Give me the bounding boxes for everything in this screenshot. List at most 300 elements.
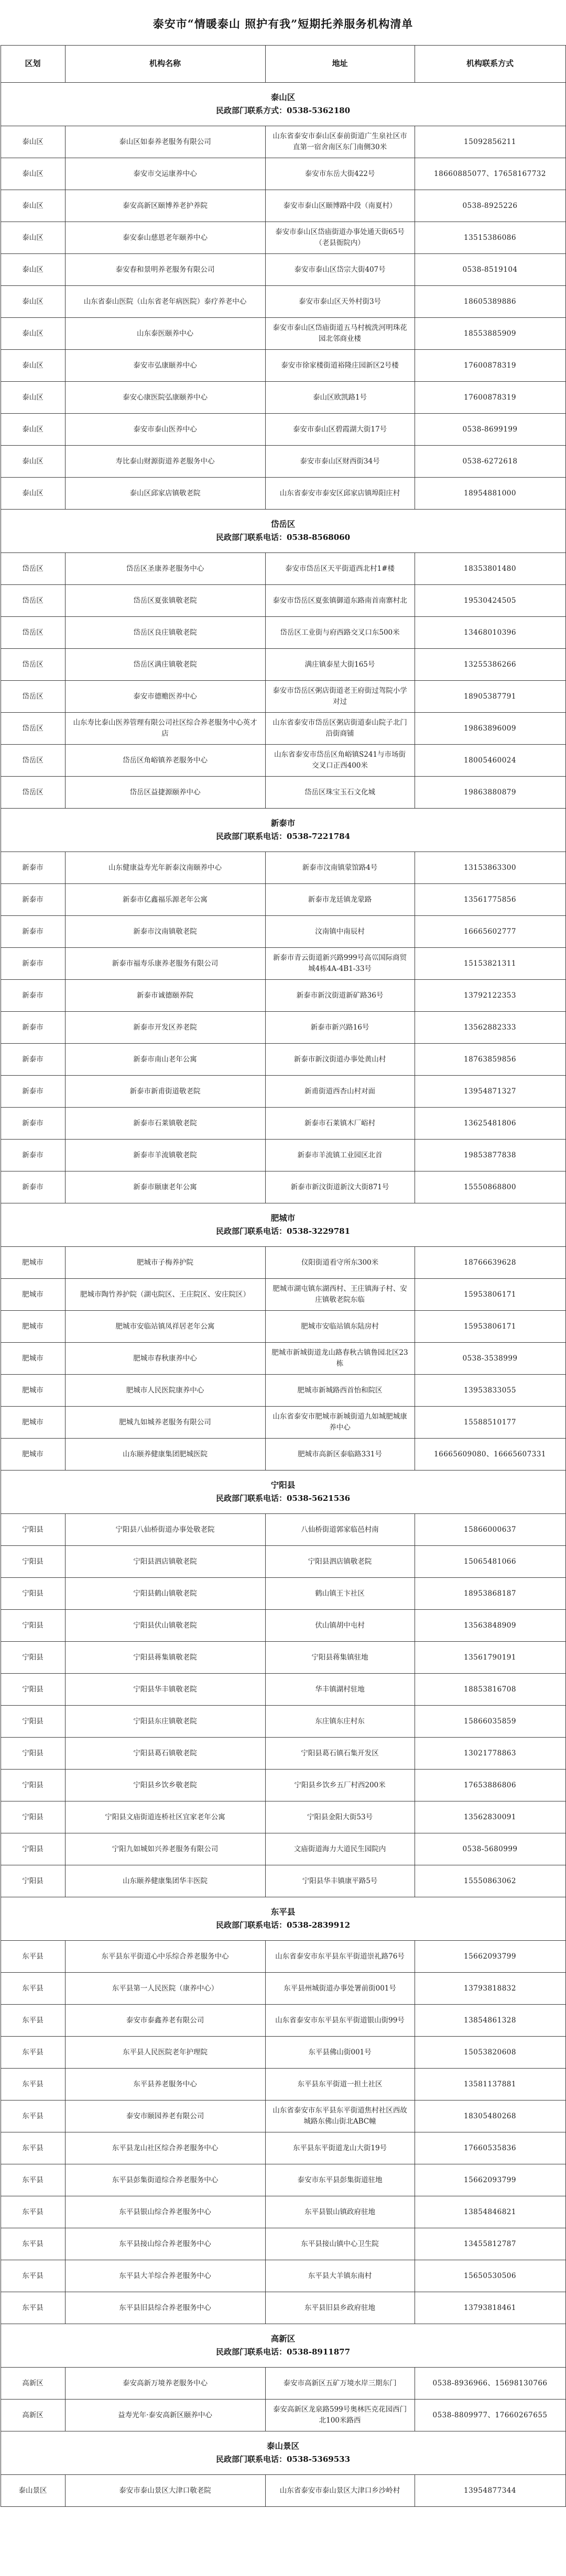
district-cell: 岱岳区 bbox=[1, 617, 65, 649]
district-cell: 宁阳县 bbox=[1, 1546, 65, 1578]
address-cell: 泰安市岱岳区粥店街道老王府街过驾院小学对过 bbox=[265, 681, 415, 713]
org-name-cell: 岱岳区圣康养老服务中心 bbox=[65, 553, 265, 585]
phone-cell: 15866000637 bbox=[415, 1514, 565, 1546]
section-header-row bbox=[1, 510, 565, 553]
phone-cell: 13854846821 bbox=[415, 2196, 565, 2228]
district-cell: 新泰市 bbox=[1, 852, 65, 884]
section-district-name: 宁阳县 bbox=[270, 1480, 296, 1490]
section-header-cell bbox=[1, 510, 565, 553]
address-cell: 肥城市新城路西首怡和院区 bbox=[265, 1375, 415, 1407]
address-cell: 东平县银山镇政府驻地 bbox=[265, 2196, 415, 2228]
address-cell: 泰山区欧凯路1号 bbox=[265, 382, 415, 414]
section-civil-affairs-contact: 民政部门联系电话：0538-7221784 bbox=[215, 832, 351, 842]
address-cell: 岱岳区工业街与府西路交叉口东500米 bbox=[265, 617, 415, 649]
district-cell: 东平县 bbox=[1, 1941, 65, 1973]
org-name-cell: 宁阳县泗店镇敬老院 bbox=[65, 1546, 265, 1578]
table-row bbox=[1, 1514, 565, 1546]
org-name-cell: 新泰市石莱镇敬老院 bbox=[65, 1108, 265, 1140]
district-cell: 肥城市 bbox=[1, 1343, 65, 1375]
table-row bbox=[1, 1171, 565, 1203]
table-row bbox=[1, 2132, 565, 2164]
address-cell: 山东省泰安市东平县东平街道银山街99号 bbox=[265, 2005, 415, 2037]
org-name-cell: 新泰市诚德颐养院 bbox=[65, 980, 265, 1012]
district-cell: 泰山区 bbox=[1, 478, 65, 510]
phone-cell: 0538-3538999 bbox=[415, 1343, 565, 1375]
org-name-cell: 东平县大羊综合养老服务中心 bbox=[65, 2260, 265, 2292]
org-name-cell: 寿比泰山财源街道养老服务中心 bbox=[65, 446, 265, 478]
district-cell: 泰山区 bbox=[1, 350, 65, 382]
address-cell: 泰安市泰山区碧霞湖大街17号 bbox=[265, 414, 415, 446]
table-row bbox=[1, 254, 565, 286]
table-row bbox=[1, 190, 565, 222]
table-row bbox=[1, 745, 565, 777]
org-name-cell: 益寿光年·泰安高新区颐养中心 bbox=[65, 2400, 265, 2431]
org-name-cell: 肥城市子梅养护院 bbox=[65, 1247, 265, 1279]
org-name-cell: 宁阳县鹤山镇敬老院 bbox=[65, 1578, 265, 1610]
section-header-row bbox=[1, 2324, 565, 2368]
table-row bbox=[1, 1546, 565, 1578]
table-row bbox=[1, 617, 565, 649]
phone-cell: 18553885909 bbox=[415, 318, 565, 350]
address-cell: 泰安市徐家楼街道裕隆庄园新区2号楼 bbox=[265, 350, 415, 382]
org-name-cell: 新泰市羊流镇敬老院 bbox=[65, 1140, 265, 1171]
org-name-cell: 岱岳区益捷源颐养中心 bbox=[65, 777, 265, 809]
section-header-cell bbox=[1, 1203, 565, 1247]
phone-cell: 19530424505 bbox=[415, 585, 565, 617]
address-cell: 肥城市高新区泰临路331号 bbox=[265, 1439, 415, 1471]
district-cell: 岱岳区 bbox=[1, 585, 65, 617]
section-header-row bbox=[1, 1471, 565, 1514]
address-cell: 山东省泰安市东平县东平街道崇礼路76号 bbox=[265, 1941, 415, 1973]
org-name-cell: 岱岳区夏张镇敬老院 bbox=[65, 585, 265, 617]
org-name-cell: 山东颐养健康集团华丰医院 bbox=[65, 1865, 265, 1897]
table-row bbox=[1, 126, 565, 158]
address-cell: 泰安市泰山区财西街34号 bbox=[265, 446, 415, 478]
address-cell: 泰安市泰山区岱庙街道五马村梳洗河明珠花园北邻商业楼 bbox=[265, 318, 415, 350]
org-name-cell: 肥城市春秋康养中心 bbox=[65, 1343, 265, 1375]
section-district-name: 泰山景区 bbox=[266, 2441, 299, 2451]
district-cell: 新泰市 bbox=[1, 884, 65, 916]
section-header-row bbox=[1, 1897, 565, 1941]
org-name-cell: 泰安市泰山景区大津口敬老院 bbox=[65, 2475, 265, 2507]
table-row bbox=[1, 681, 565, 713]
table-row bbox=[1, 1012, 565, 1044]
district-cell: 泰山区 bbox=[1, 158, 65, 190]
table-row bbox=[1, 884, 565, 916]
table-row bbox=[1, 1738, 565, 1770]
address-cell: 汶南镇中南辰村 bbox=[265, 916, 415, 948]
table-row bbox=[1, 1343, 565, 1375]
district-cell: 东平县 bbox=[1, 2196, 65, 2228]
district-cell: 岱岳区 bbox=[1, 553, 65, 585]
address-cell: 肥城市新城街道龙山路春秋古镇鲁园北区23栋 bbox=[265, 1343, 415, 1375]
address-cell: 泰安市东岳大街422号 bbox=[265, 158, 415, 190]
district-cell: 泰山区 bbox=[1, 318, 65, 350]
table-row bbox=[1, 585, 565, 617]
org-name-cell: 山东寿比泰山医养管理有限公司社区综合养老服务中心英才店 bbox=[65, 713, 265, 745]
phone-cell: 0538-8699199 bbox=[415, 414, 565, 446]
district-cell: 岱岳区 bbox=[1, 681, 65, 713]
org-name-cell: 东平县人民医院老年护理院 bbox=[65, 2037, 265, 2069]
phone-cell: 15550868800 bbox=[415, 1171, 565, 1203]
org-name-cell: 泰安春和景明养老服务有限公司 bbox=[65, 254, 265, 286]
table-row bbox=[1, 2228, 565, 2260]
district-cell: 新泰市 bbox=[1, 1108, 65, 1140]
section-district-name: 肥城市 bbox=[270, 1213, 296, 1223]
phone-cell: 15053820608 bbox=[415, 2037, 565, 2069]
address-cell: 满庄镇泰星大街165号 bbox=[265, 649, 415, 681]
table-row bbox=[1, 1674, 565, 1706]
district-cell: 岱岳区 bbox=[1, 745, 65, 777]
district-cell: 泰山区 bbox=[1, 286, 65, 318]
address-cell: 宁阳县金阳大街53号 bbox=[265, 1801, 415, 1833]
district-cell: 东平县 bbox=[1, 2132, 65, 2164]
address-cell: 山东省泰安市泰山景区大津口乡沙岭村 bbox=[265, 2475, 415, 2507]
phone-cell: 17653886806 bbox=[415, 1770, 565, 1801]
address-cell: 肥城市安临站镇东陆房村 bbox=[265, 1311, 415, 1343]
phone-cell: 18766639628 bbox=[415, 1247, 565, 1279]
district-cell: 肥城市 bbox=[1, 1279, 65, 1311]
table-row bbox=[1, 2368, 565, 2400]
district-cell: 东平县 bbox=[1, 2292, 65, 2324]
phone-cell: 13515386086 bbox=[415, 222, 565, 254]
org-name-cell: 泰安泰山慈恩老年颐养中心 bbox=[65, 222, 265, 254]
phone-cell: 13792122353 bbox=[415, 980, 565, 1012]
org-name-cell: 泰安市弘康颐养中心 bbox=[65, 350, 265, 382]
section-header-row bbox=[1, 809, 565, 852]
org-name-cell: 宁阳县华丰镇敬老院 bbox=[65, 1674, 265, 1706]
phone-cell: 0538-8936966、15698130766 bbox=[415, 2368, 565, 2400]
phone-cell: 15662093799 bbox=[415, 2164, 565, 2196]
phone-cell: 13581137881 bbox=[415, 2069, 565, 2100]
district-cell: 肥城市 bbox=[1, 1407, 65, 1439]
district-cell: 泰山区 bbox=[1, 254, 65, 286]
district-cell: 泰山区 bbox=[1, 222, 65, 254]
phone-cell: 18605389886 bbox=[415, 286, 565, 318]
phone-cell: 0538-8925226 bbox=[415, 190, 565, 222]
section-header-cell bbox=[1, 83, 565, 126]
phone-cell: 13455812787 bbox=[415, 2228, 565, 2260]
column-header-row bbox=[1, 46, 565, 83]
district-cell: 高新区 bbox=[1, 2368, 65, 2400]
phone-cell: 13562830091 bbox=[415, 1801, 565, 1833]
phone-cell: 15662093799 bbox=[415, 1941, 565, 1973]
section-civil-affairs-contact: 民政部门联系电话：0538-2839912 bbox=[215, 1920, 351, 1930]
section-district-name: 新泰市 bbox=[270, 818, 296, 828]
column-header-address: 地址 bbox=[265, 46, 415, 83]
address-cell: 山东省泰安市岱岳区角峪镇S241与市场街交叉口正西400米 bbox=[265, 745, 415, 777]
org-name-cell: 新泰市汶南镇敬老院 bbox=[65, 916, 265, 948]
district-cell: 东平县 bbox=[1, 2037, 65, 2069]
phone-cell: 0538-8809977、17660267655 bbox=[415, 2400, 565, 2431]
org-name-cell: 肥城市人民医院康养中心 bbox=[65, 1375, 265, 1407]
table-row bbox=[1, 2164, 565, 2196]
phone-cell: 18905387791 bbox=[415, 681, 565, 713]
org-name-cell: 宁阳县葛石镇敬老院 bbox=[65, 1738, 265, 1770]
org-name-cell: 山东健康益寿光年新泰汶南颐养中心 bbox=[65, 852, 265, 884]
district-cell: 宁阳县 bbox=[1, 1642, 65, 1674]
org-name-cell: 肥城九如城养老服务有限公司 bbox=[65, 1407, 265, 1439]
district-cell: 新泰市 bbox=[1, 948, 65, 980]
org-name-cell: 东平县东平街道心中乐综合养老服务中心 bbox=[65, 1941, 265, 1973]
org-name-cell: 山东省泰山医院（山东省老年病医院）泰疗养老中心 bbox=[65, 286, 265, 318]
address-cell: 宁阳县蒋集镇驻地 bbox=[265, 1642, 415, 1674]
address-cell: 泰安市泰山区岱宗大街407号 bbox=[265, 254, 415, 286]
org-name-cell: 新泰市福寿乐康养老服务有限公司 bbox=[65, 948, 265, 980]
table-body bbox=[1, 83, 565, 2507]
address-cell: 仪阳街道看守所东300米 bbox=[265, 1247, 415, 1279]
institutions-table bbox=[1, 45, 566, 2507]
address-cell: 新泰市新汶街道办事处黄山村 bbox=[265, 1044, 415, 1076]
address-cell: 山东省泰安市肥城市新城街道九如城肥城康养中心 bbox=[265, 1407, 415, 1439]
address-cell: 山东省泰安市泰山区泰前街道广生泉社区市直第一宿舍南区东门南侧30米 bbox=[265, 126, 415, 158]
phone-cell: 17600878319 bbox=[415, 382, 565, 414]
address-cell: 泰安市泰山区岱庙街道办事处通天街65号（老县衙院内） bbox=[265, 222, 415, 254]
district-cell: 岱岳区 bbox=[1, 713, 65, 745]
address-cell: 东平县东平街道一担土社区 bbox=[265, 2069, 415, 2100]
org-name-cell: 宁阳县伏山镇敬老院 bbox=[65, 1610, 265, 1642]
district-cell: 岱岳区 bbox=[1, 777, 65, 809]
column-header-phone: 机构联系方式 bbox=[415, 46, 565, 83]
address-cell: 东庄镇东庄村东 bbox=[265, 1706, 415, 1738]
org-name-cell: 新泰市新甫街道敬老院 bbox=[65, 1076, 265, 1108]
phone-cell: 18953868187 bbox=[415, 1578, 565, 1610]
table-row bbox=[1, 1247, 565, 1279]
org-name-cell: 肥城市陶竹养护院（湖屯院区、王庄院区、安庄院区） bbox=[65, 1279, 265, 1311]
district-cell: 新泰市 bbox=[1, 1171, 65, 1203]
phone-cell: 16665609080、16665607331 bbox=[415, 1439, 565, 1471]
district-cell: 宁阳县 bbox=[1, 1674, 65, 1706]
section-civil-affairs-contact: 民政部门联系电话：0538-5369533 bbox=[215, 2455, 351, 2464]
table-row bbox=[1, 1439, 565, 1471]
phone-cell: 15650530506 bbox=[415, 2260, 565, 2292]
column-header-district: 区划 bbox=[1, 46, 65, 83]
address-cell: 鹤山镇王卞社区 bbox=[265, 1578, 415, 1610]
table-row bbox=[1, 649, 565, 681]
address-cell: 伏山镇胡中屯村 bbox=[265, 1610, 415, 1642]
address-cell: 宁阳县葛石镇石集开发区 bbox=[265, 1738, 415, 1770]
table-row bbox=[1, 1375, 565, 1407]
phone-cell: 18660885077、17658167732 bbox=[415, 158, 565, 190]
org-name-cell: 岱岳区角峪镇养老服务中心 bbox=[65, 745, 265, 777]
table-row bbox=[1, 446, 565, 478]
table-row bbox=[1, 350, 565, 382]
district-cell: 肥城市 bbox=[1, 1247, 65, 1279]
phone-cell: 0538-8519104 bbox=[415, 254, 565, 286]
org-name-cell: 肥城市安临站镇凤祥居老年公寓 bbox=[65, 1311, 265, 1343]
page-title: 泰安市“情暖泰山 照护有我”短期托养服务机构清单 bbox=[153, 17, 413, 30]
address-cell: 新泰市石莱镇木厂峪村 bbox=[265, 1108, 415, 1140]
org-name-cell: 泰安市泰山医养中心 bbox=[65, 414, 265, 446]
phone-cell: 19863896009 bbox=[415, 713, 565, 745]
district-cell: 宁阳县 bbox=[1, 1738, 65, 1770]
address-cell: 文庙街道海力大道民生园院内 bbox=[265, 1833, 415, 1865]
section-civil-affairs-contact: 民政部门联系电话：0538-8568060 bbox=[215, 533, 351, 543]
district-cell: 新泰市 bbox=[1, 916, 65, 948]
org-name-cell: 泰安心康医院弘康颐养中心 bbox=[65, 382, 265, 414]
district-cell: 新泰市 bbox=[1, 1044, 65, 1076]
phone-cell: 0538-6272618 bbox=[415, 446, 565, 478]
phone-cell: 13954877344 bbox=[415, 2475, 565, 2507]
table-row bbox=[1, 2005, 565, 2037]
phone-cell: 15153821311 bbox=[415, 948, 565, 980]
section-civil-affairs-contact: 民政部门联系电话：0538-3229781 bbox=[215, 1226, 351, 1236]
section-district-name: 高新区 bbox=[270, 2334, 296, 2344]
table-row bbox=[1, 1706, 565, 1738]
phone-cell: 16665602777 bbox=[415, 916, 565, 948]
table-row bbox=[1, 916, 565, 948]
phone-cell: 13954871327 bbox=[415, 1076, 565, 1108]
phone-cell: 19853877838 bbox=[415, 1140, 565, 1171]
district-cell: 东平县 bbox=[1, 2164, 65, 2196]
section-civil-affairs-contact: 民政部门联系电话：0538-5621536 bbox=[215, 1494, 351, 1503]
district-cell: 宁阳县 bbox=[1, 1833, 65, 1865]
org-name-cell: 宁阳县蒋集镇敬老院 bbox=[65, 1642, 265, 1674]
table-row bbox=[1, 1311, 565, 1343]
table-row bbox=[1, 2475, 565, 2507]
section-header-row bbox=[1, 83, 565, 126]
org-name-cell: 宁阳县东庄镇敬老院 bbox=[65, 1706, 265, 1738]
address-cell: 泰安市泰山区颐博路中段（南夏村） bbox=[265, 190, 415, 222]
table-row bbox=[1, 2260, 565, 2292]
org-name-cell: 泰安高新万境养老服务中心 bbox=[65, 2368, 265, 2400]
district-cell: 宁阳县 bbox=[1, 1865, 65, 1897]
org-name-cell: 泰安高新区颐博养老护养院 bbox=[65, 190, 265, 222]
org-name-cell: 岱岳区良庄镇敬老院 bbox=[65, 617, 265, 649]
phone-cell: 15550863062 bbox=[415, 1865, 565, 1897]
district-cell: 宁阳县 bbox=[1, 1801, 65, 1833]
address-cell: 新甫街道西杏山村对面 bbox=[265, 1076, 415, 1108]
phone-cell: 15953806171 bbox=[415, 1279, 565, 1311]
column-header-org-name: 机构名称 bbox=[65, 46, 265, 83]
org-name-cell: 新泰市颐康老年公寓 bbox=[65, 1171, 265, 1203]
table-row bbox=[1, 318, 565, 350]
org-name-cell: 东平县第一人民医院（康养中心） bbox=[65, 1973, 265, 2005]
section-civil-affairs-contact: 民政部门联系电话：0538-8911877 bbox=[215, 2347, 351, 2357]
table-row bbox=[1, 2037, 565, 2069]
table-row bbox=[1, 553, 565, 585]
phone-cell: 18305480268 bbox=[415, 2100, 565, 2132]
address-cell: 岱岳区珠宝玉石文化城 bbox=[265, 777, 415, 809]
table-row bbox=[1, 1578, 565, 1610]
table-row bbox=[1, 1108, 565, 1140]
table-row bbox=[1, 478, 565, 510]
phone-cell: 13625481806 bbox=[415, 1108, 565, 1140]
district-cell: 高新区 bbox=[1, 2400, 65, 2431]
table-row bbox=[1, 1833, 565, 1865]
table-row bbox=[1, 1801, 565, 1833]
section-civil-affairs-contact: 民政部门联系方式：0538-5362180 bbox=[215, 106, 351, 116]
org-name-cell: 东平县银山综合养老服务中心 bbox=[65, 2196, 265, 2228]
district-cell: 肥城市 bbox=[1, 1439, 65, 1471]
phone-cell: 0538-5680999 bbox=[415, 1833, 565, 1865]
table-row bbox=[1, 2069, 565, 2100]
address-cell: 泰安市东平县彭集街道驻地 bbox=[265, 2164, 415, 2196]
org-name-cell: 山东泰医颐养中心 bbox=[65, 318, 265, 350]
org-name-cell: 东平县接山综合养老服务中心 bbox=[65, 2228, 265, 2260]
district-cell: 新泰市 bbox=[1, 1012, 65, 1044]
phone-cell: 13562882333 bbox=[415, 1012, 565, 1044]
phone-cell: 18853816708 bbox=[415, 1674, 565, 1706]
district-cell: 新泰市 bbox=[1, 1076, 65, 1108]
org-name-cell: 岱岳区满庄镇敬老院 bbox=[65, 649, 265, 681]
phone-cell: 18005460024 bbox=[415, 745, 565, 777]
table-row bbox=[1, 1140, 565, 1171]
section-district-name: 泰山区 bbox=[270, 92, 296, 103]
table-row bbox=[1, 414, 565, 446]
table-row bbox=[1, 222, 565, 254]
district-cell: 东平县 bbox=[1, 1973, 65, 2005]
table-row bbox=[1, 852, 565, 884]
phone-cell: 13793818461 bbox=[415, 2292, 565, 2324]
phone-cell: 18954881000 bbox=[415, 478, 565, 510]
table-row bbox=[1, 1279, 565, 1311]
table-row bbox=[1, 1941, 565, 1973]
address-cell: 山东省泰安市岱岳区粥店街道泰山院子北门沿街商铺 bbox=[265, 713, 415, 745]
org-name-cell: 山东颐养健康集团肥城医院 bbox=[65, 1439, 265, 1471]
district-cell: 泰山景区 bbox=[1, 2475, 65, 2507]
org-name-cell: 泰安市颐园养老有限公司 bbox=[65, 2100, 265, 2132]
table-row bbox=[1, 777, 565, 809]
org-name-cell: 新泰市亿鑫福乐源老年公寓 bbox=[65, 884, 265, 916]
table-row bbox=[1, 1076, 565, 1108]
phone-cell: 15953806171 bbox=[415, 1311, 565, 1343]
org-name-cell: 宁阳县文庙街道连桥社区宜家老年公寓 bbox=[65, 1801, 265, 1833]
phone-cell: 13561790191 bbox=[415, 1642, 565, 1674]
org-name-cell: 宁阳县八仙桥街道办事处敬老院 bbox=[65, 1514, 265, 1546]
org-name-cell: 宁阳九如城如兴养老服务有限公司 bbox=[65, 1833, 265, 1865]
org-name-cell: 宁阳县乡饮乡敬老院 bbox=[65, 1770, 265, 1801]
table-row bbox=[1, 286, 565, 318]
address-cell: 泰安市高新区五矿万境水岸三期东门 bbox=[265, 2368, 415, 2400]
district-cell: 泰山区 bbox=[1, 382, 65, 414]
table-row bbox=[1, 1044, 565, 1076]
table-row bbox=[1, 1973, 565, 2005]
section-header-row bbox=[1, 2431, 565, 2475]
address-cell: 新泰市汶南镇蒙馆路4号 bbox=[265, 852, 415, 884]
address-cell: 东平县旧县乡政府驻地 bbox=[265, 2292, 415, 2324]
org-name-cell: 泰山区邱家店镇敬老院 bbox=[65, 478, 265, 510]
table-row bbox=[1, 2100, 565, 2132]
district-cell: 宁阳县 bbox=[1, 1578, 65, 1610]
district-cell: 宁阳县 bbox=[1, 1706, 65, 1738]
address-cell: 宁阳县乡饮乡五厂村西200米 bbox=[265, 1770, 415, 1801]
address-cell: 东平县接山镇中心卫生院 bbox=[265, 2228, 415, 2260]
district-cell: 新泰市 bbox=[1, 980, 65, 1012]
phone-cell: 13021778863 bbox=[415, 1738, 565, 1770]
district-cell: 肥城市 bbox=[1, 1311, 65, 1343]
org-name-cell: 新泰市开发区养老院 bbox=[65, 1012, 265, 1044]
district-cell: 宁阳县 bbox=[1, 1610, 65, 1642]
address-cell: 宁阳县华丰镇康平路5号 bbox=[265, 1865, 415, 1897]
district-cell: 泰山区 bbox=[1, 190, 65, 222]
phone-cell: 13255386266 bbox=[415, 649, 565, 681]
org-name-cell: 东平县彭集街道综合养老服务中心 bbox=[65, 2164, 265, 2196]
district-cell: 东平县 bbox=[1, 2260, 65, 2292]
table-row bbox=[1, 1610, 565, 1642]
table-row bbox=[1, 2196, 565, 2228]
org-name-cell: 泰山区如泰养老服务有限公司 bbox=[65, 126, 265, 158]
table-row bbox=[1, 1642, 565, 1674]
section-header-cell bbox=[1, 809, 565, 852]
address-cell: 东平县大羊镇东南村 bbox=[265, 2260, 415, 2292]
section-district-name: 东平县 bbox=[270, 1907, 296, 1917]
phone-cell: 13153863300 bbox=[415, 852, 565, 884]
table-row bbox=[1, 2292, 565, 2324]
address-cell: 八仙桥街道郭家临邑村南 bbox=[265, 1514, 415, 1546]
address-cell: 东平县州城街道办事处署前街001号 bbox=[265, 1973, 415, 2005]
address-cell: 宁阳县泗店镇敬老院 bbox=[265, 1546, 415, 1578]
